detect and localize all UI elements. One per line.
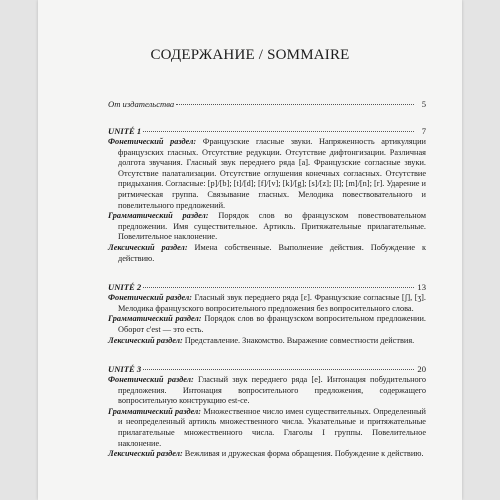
section-grammar [108, 211, 426, 243]
toc-unit-3 [108, 364, 426, 460]
toc-entry-front [108, 99, 426, 110]
section-lexical [108, 243, 426, 264]
toc-unit-heading [108, 282, 426, 293]
section-label: Фонетический раздел: [108, 137, 197, 146]
section-lexical [108, 449, 426, 460]
section-label: Фонетический раздел: [108, 375, 194, 385]
toc-unit-heading [108, 126, 426, 137]
section-text: Порядок слов во французском повествовательном предложении. Имя существительное. Артикль. Притяжательные прилагательные. Повелительное наклонение. [118, 211, 426, 242]
section-text: Множественное число имен существительных. Определенный и неопределенный артикль множественного числа. Указательные и притяжательные прилагательные множественного числа. Глаголы I группы. Повелительное наклонение. [118, 406, 426, 448]
book-page [38, 0, 462, 500]
toc-page-number: 7 [421, 126, 426, 136]
section-label: Фонетический раздел: [108, 293, 192, 303]
dot-leader [143, 369, 414, 370]
section-grammar [108, 407, 426, 449]
section-text: Порядок слов во французском вопросительном предложении. Оборот c'est — это есть. [118, 314, 426, 334]
section-text: Гласный звук переднего ряда [ε]. Французские согласные [ʃ], [ʒ]. Мелодика французского вопросительного предложения без вопросительного слова. [118, 293, 426, 313]
table-of-contents [108, 99, 426, 460]
unit-label: UNITÉ 1 [108, 126, 142, 136]
dot-leader [143, 287, 414, 288]
section-label: Лексический раздел: [108, 335, 183, 345]
page-title: СОДЕРЖАНИЕ / SOMMAIRE [150, 47, 350, 63]
section-text: Представление. Знакомство. Выражение совместности действия. [182, 335, 415, 345]
section-lexical [108, 336, 426, 347]
dot-leader [176, 104, 414, 105]
section-text: Французские гласные звуки. Напряженность артикуляции французских гласных. Отсутствие редукции. Отсутствие дифтонгизации. Различная долгота звучания. Гласный звук переднего ряда [a]. Французские согласные звуки. Отсутствие палатализации. Отсутствие оглушения конечных согласных. Отсутствие придыхания. Согласные: [p]/[b]; [t]/[d]; [f]/[v]; [k]/[g]; [s]/[z]; [l]; [m]/[n]; [r]. Ударение и ритмическая группа. Связывание гласных. Мелодика повествовательного и повелительного предложений. [118, 137, 426, 210]
toc-unit-2 [108, 282, 426, 346]
toc-page-number: 5 [421, 99, 426, 109]
section-text: Вежливая и дружеская форма обращения. Побуждение к действию. [182, 449, 424, 459]
unit-label: UNITÉ 3 [108, 364, 142, 375]
section-phonetic [108, 293, 426, 314]
toc-unit-1 [108, 126, 426, 264]
section-grammar [108, 314, 426, 335]
section-text: Имена собственные. Выполнение действия. Побуждение к действию. [118, 242, 426, 263]
section-phonetic [108, 137, 426, 211]
section-label: Грамматический раздел: [108, 211, 209, 221]
section-label: Грамматический раздел: [108, 314, 202, 324]
dot-leader [143, 131, 414, 132]
toc-entry-label: От издательства [108, 99, 175, 109]
section-text: Гласный звук переднего ряда [e]. Интонация побудительного предложения. Интонация вопросительного предложения, содержащего вопросительную конструкцию est-ce. [118, 375, 426, 406]
unit-label: UNITÉ 2 [108, 282, 142, 293]
toc-page-number: 20 [417, 364, 426, 375]
toc-unit-heading [108, 364, 426, 375]
toc-page-number: 13 [417, 282, 426, 293]
section-label: Грамматический раздел: [108, 406, 202, 416]
section-label: Лексический раздел: [108, 449, 183, 459]
section-phonetic [108, 375, 426, 407]
section-label: Лексический раздел: [108, 242, 188, 252]
